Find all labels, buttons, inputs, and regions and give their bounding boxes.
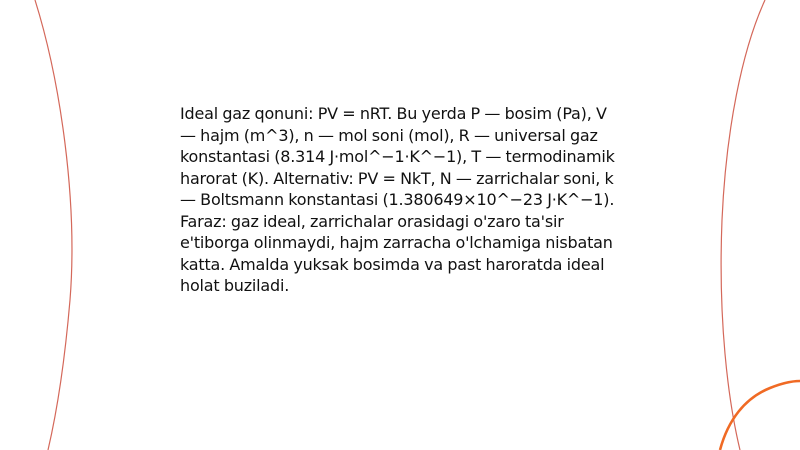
bottom-right-thick-arc — [720, 381, 800, 450]
left-thin-arc — [35, 0, 72, 450]
body-paragraph: Ideal gaz qonuni: PV = nRT. Bu yerda P — bosim (Pa), V — hajm (m^3), n — mol soni (mol), R — universal gaz konstantasi (8.314 J·mol^−1·K^−1), T — termodinamik harorat (K). Alternativ: PV = NkT, N — zarrichalar soni, k — Boltsmann konstantasi (1.380649×10^−23 J·K^−1). Faraz: gaz ideal, zarrichalar orasidagi o'zaro ta'sir e'tiborga olinmaydi, hajm zarracha o'lchamiga nisbatan katta. Amalda yuksak bosimda va past haroratda ideal holat buziladi. — [180, 104, 615, 295]
right-thin-arc — [721, 0, 765, 450]
